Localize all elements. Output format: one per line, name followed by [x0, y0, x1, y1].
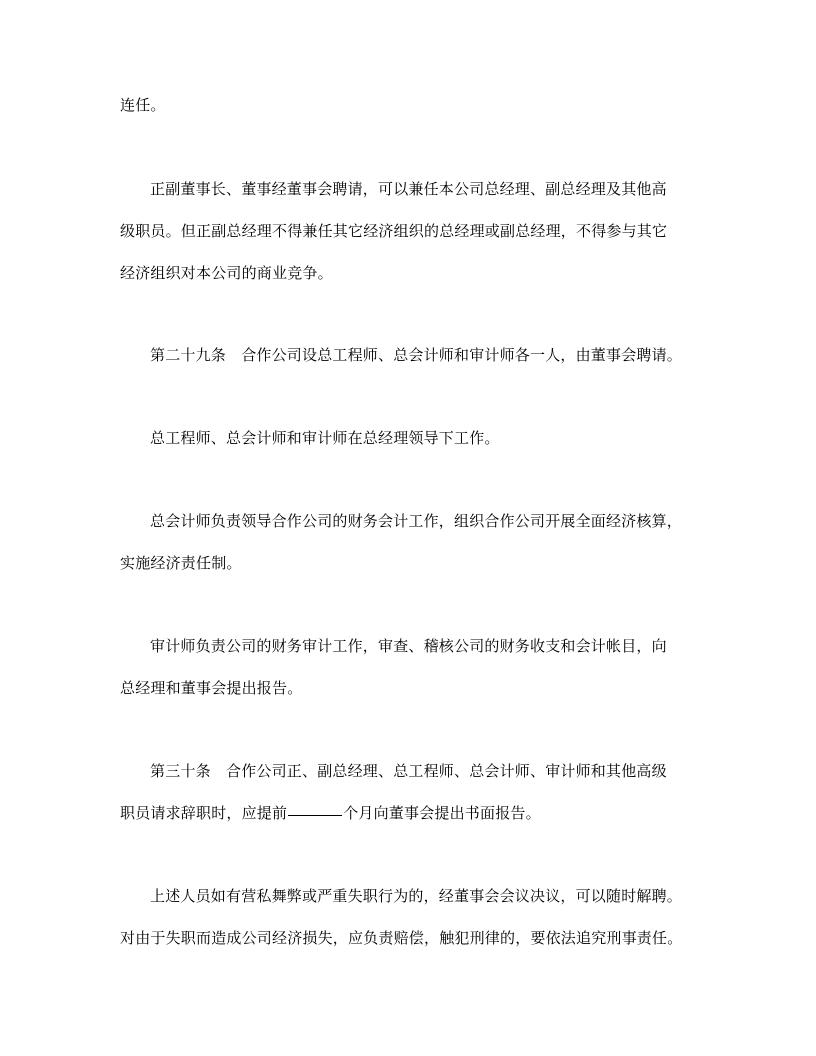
- paragraph-line: 审计师负责公司的财务审计工作，审查、稽核公司的财务收支和会计帐目，向: [150, 637, 667, 655]
- line-text-after-blank: 个月向董事会提出书面报告。: [343, 804, 541, 822]
- paragraph-directors-concurrent-posts: [120, 173, 700, 290]
- paragraph-line: 第二十九条 合作公司设总工程师、总会计师和审计师各一人，由董事会聘请。: [150, 346, 683, 364]
- line-text-before-blank: 职员请求辞职时，应提前: [120, 804, 288, 822]
- paragraph-line: 总经理和董事会提出报告。: [120, 679, 303, 697]
- paragraph-line: 上述人员如有营私舞弊或严重失职行为的，经董事会会议决议，可以随时解聘。: [150, 887, 683, 905]
- paragraph-line: 总工程师、总会计师和审计师在总经理领导下工作。: [150, 429, 500, 447]
- paragraph-line: [120, 797, 700, 830]
- paragraph-article-30: [120, 755, 700, 830]
- paragraph-line: 第三十条 合作公司正、副总经理、总工程师、总会计师、审计师和其他高级: [150, 762, 667, 780]
- paragraph-line: 总会计师负责领导合作公司的财务会计工作，组织合作公司开展全面经济核算，: [150, 512, 683, 530]
- fill-in-blank: [288, 814, 342, 816]
- paragraph-continuation: [120, 89, 700, 122]
- paragraph-line: 正副董事长、董事经董事会聘请，可以兼任本公司总经理、副总经理及其他高: [150, 180, 667, 198]
- paragraph-line: 级职员。但正副总经理不得兼任其它经济组织的总经理或副总经理，不得参与其它: [120, 222, 668, 240]
- paragraph-chief-officers-report: [120, 422, 700, 455]
- paragraph-line: 实施经济责任制。: [120, 554, 242, 572]
- paragraph-chief-accountant-duties: [120, 505, 700, 580]
- paragraph-line: 经济组织对本公司的商业竞争。: [120, 264, 333, 282]
- paragraph-dismissal-and-liability: [120, 880, 700, 955]
- paragraph-auditor-duties: [120, 630, 700, 705]
- paragraph-article-29: [120, 339, 700, 372]
- paragraph-line: 对由于失职而造成公司经济损失，应负责赔偿，触犯刑律的，要依法追究刑事责任。: [120, 929, 683, 947]
- paragraph-line: 连任。: [120, 96, 166, 114]
